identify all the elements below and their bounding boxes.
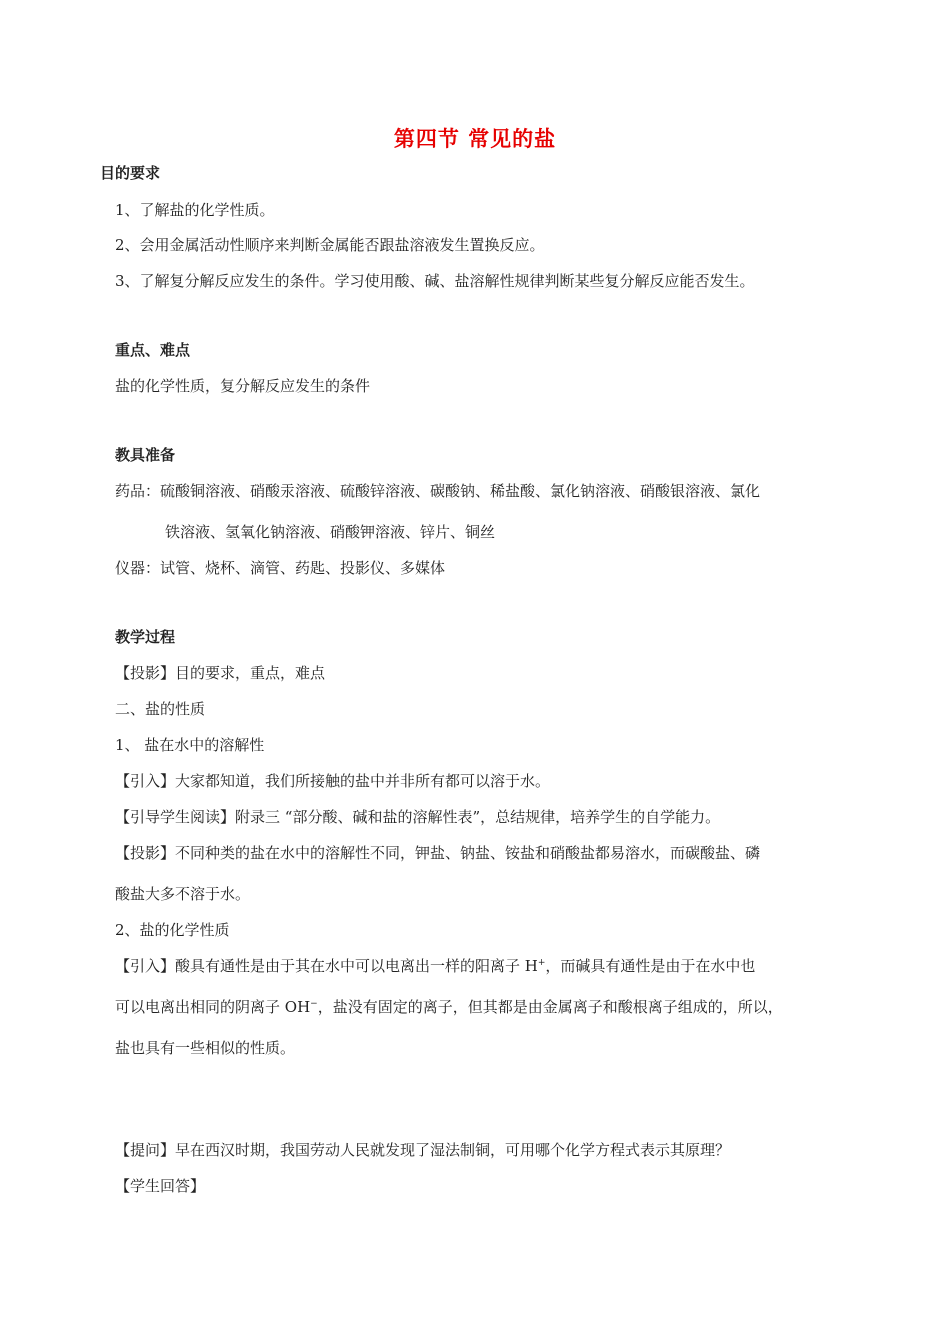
superscript: −: [310, 999, 318, 1009]
page-title: 第四节 常见的盐: [393, 127, 557, 151]
key-points-text: 盐的化学性质，复分解反应发生的条件: [115, 377, 371, 395]
process-line: 【引导学生阅读】附录三 “部分酸、碱和盐的溶解性表”，总结规律，培养学生的自学能力。: [115, 808, 721, 826]
process-line: 2、盐的化学性质: [115, 921, 230, 939]
process-line: 酸盐大多不溶于水。: [115, 885, 251, 903]
text-segment: ，盐没有固定的离子，但其都是由金属离子和酸根离子组成的，所以，: [317, 998, 783, 1016]
process-line: [115, 997, 783, 1017]
text-segment: ，而碱具有通性是由于在水中也: [545, 957, 756, 975]
drugs-line: 药品：硫酸铜溶液、硝酸汞溶液、硫酸锌溶液、碳酸钠、稀盐酸、氯化钠溶液、硝酸银溶液、氯化: [115, 482, 761, 500]
process-line: 【引入】大家都知道，我们所接触的盐中并非所有都可以溶于水。: [115, 772, 551, 790]
process-line: 1、 盐在水中的溶解性: [115, 736, 265, 754]
objective-item: 2、会用金属活动性顺序来判断金属能否跟盐溶液发生置换反应。: [115, 236, 545, 254]
objectives-heading: 目的要求: [100, 164, 161, 182]
drugs-line: 铁溶液、氢氧化钠溶液、硝酸钾溶液、锌片、铜丝: [165, 523, 496, 541]
process-line: 二、盐的性质: [115, 700, 206, 718]
text-segment: 可以电离出相同的阴离子 OH: [115, 998, 311, 1016]
process-line: 【投影】不同种类的盐在水中的溶解性不同，钾盐、钠盐、铵盐和硝酸盐都易溶水，而碳酸盐、磷: [115, 844, 761, 862]
superscript: +: [537, 958, 546, 968]
materials-heading: 教具准备: [115, 446, 176, 464]
process-line: 盐也具有一些相似的性质。: [115, 1039, 296, 1057]
process-line: 【提问】早在西汉时期，我国劳动人民就发现了湿法制铜，可用哪个化学方程式表示其原理？: [115, 1141, 731, 1159]
process-line: 【学生回答】: [115, 1177, 206, 1195]
text-segment: 【引入】酸具有通性是由于其在水中可以电离出一样的阳离子 H: [115, 957, 538, 975]
process-line: [115, 956, 755, 976]
objective-item: 3、了解复分解反应发生的条件。学习使用酸、碱、盐溶解性规律判断某些复分解反应能否发生。: [115, 272, 755, 290]
process-line: 【投影】目的要求，重点，难点: [115, 664, 326, 682]
key-points-heading: 重点、难点: [115, 341, 191, 359]
process-heading: 教学过程: [115, 628, 176, 646]
instruments-line: 仪器：试管、烧杯、滴管、药匙、投影仪、多媒体: [115, 559, 446, 577]
objective-item: 1、了解盐的化学性质。: [115, 201, 275, 219]
